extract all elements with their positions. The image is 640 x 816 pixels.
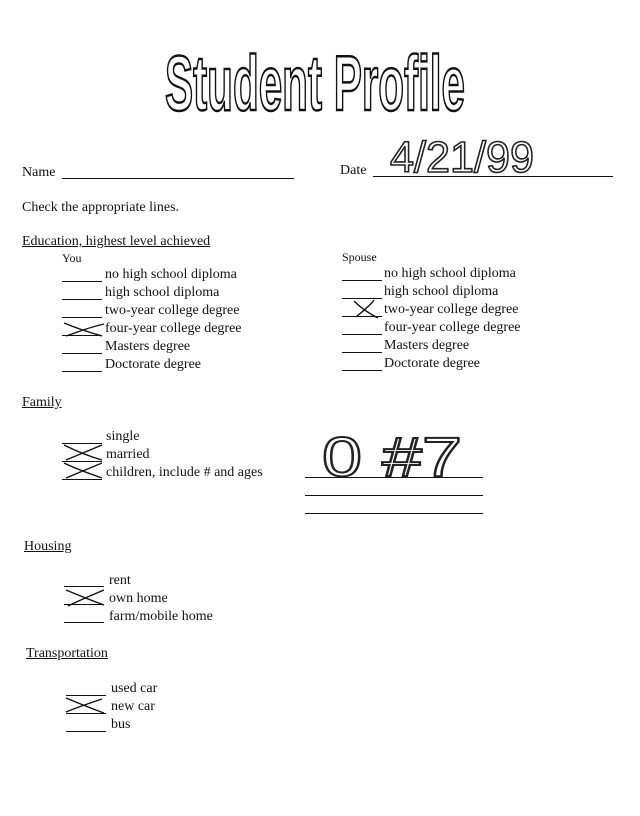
name-line[interactable]: [62, 178, 294, 179]
you-option-1: no high school diploma: [105, 267, 237, 282]
transportation-blank-3[interactable]: [66, 731, 106, 732]
you-option-6: Doctorate degree: [105, 357, 201, 372]
transportation-blank-2[interactable]: [66, 713, 106, 714]
housing-blank-3[interactable]: [64, 622, 104, 623]
instructions-text: Check the appropriate lines.: [22, 200, 180, 215]
housing-option-3: farm/mobile home: [109, 609, 213, 624]
you-blank-6[interactable]: [62, 371, 102, 372]
you-blank-4[interactable]: [62, 335, 102, 336]
date-label: Date: [340, 163, 367, 178]
you-option-5: Masters degree: [105, 339, 191, 354]
spouse-option-4: four-year college degree: [384, 320, 521, 335]
transportation-option-1: used car: [111, 681, 158, 696]
children-line-2[interactable]: [305, 495, 483, 496]
you-option-3: two-year college degree: [105, 303, 240, 318]
page-title: [150, 30, 480, 140]
transportation-option-2: new car: [111, 699, 155, 714]
transportation-heading: Transportation: [26, 646, 108, 661]
spouse-option-6: Doctorate degree: [384, 356, 480, 371]
page-title-text: Student Profile: [165, 39, 465, 127]
housing-heading: Housing: [24, 539, 72, 554]
family-option-2: married: [106, 447, 150, 462]
spouse-option-3: two-year college degree: [384, 302, 519, 317]
family-option-3: children, include # and ages: [106, 465, 263, 480]
date-value: 4/21/99: [390, 133, 534, 182]
you-label: You: [62, 251, 82, 265]
spouse-label: Spouse: [342, 250, 377, 264]
spouse-blank-6[interactable]: [342, 370, 382, 371]
family-blank-3[interactable]: [62, 479, 102, 480]
spouse-option-1: no high school diploma: [384, 266, 516, 281]
date-line[interactable]: [373, 176, 613, 177]
housing-check-mark: [62, 587, 108, 609]
family-check-marks: [60, 442, 106, 482]
spouse-blank-5[interactable]: [342, 352, 382, 353]
you-blank-5[interactable]: [62, 353, 102, 354]
you-blank-1[interactable]: [62, 281, 102, 282]
spouse-blank-4[interactable]: [342, 334, 382, 335]
housing-option-2: own home: [109, 591, 168, 606]
spouse-blank-2[interactable]: [342, 298, 382, 299]
spouse-option-5: Masters degree: [384, 338, 470, 353]
transportation-blank-1[interactable]: [66, 695, 106, 696]
family-heading: Family: [22, 395, 62, 410]
you-option-4: four-year college degree: [105, 321, 242, 336]
children-handwriting: [318, 422, 478, 488]
spouse-blank-3[interactable]: [342, 316, 382, 317]
spouse-option-2: high school diploma: [384, 284, 499, 299]
you-option-2: high school diploma: [105, 285, 220, 300]
family-option-1: single: [106, 429, 140, 444]
you-blank-2[interactable]: [62, 299, 102, 300]
you-blank-3[interactable]: [62, 317, 102, 318]
transportation-option-3: bus: [111, 717, 131, 732]
name-label: Name: [22, 165, 56, 180]
children-line-3[interactable]: [305, 513, 483, 514]
family-blank-2[interactable]: [62, 461, 102, 462]
education-heading: Education, highest level achieved: [22, 234, 211, 249]
spouse-blank-1[interactable]: [342, 280, 382, 281]
children-note: 0 #7: [322, 425, 462, 488]
housing-option-1: rent: [109, 573, 131, 588]
family-blank-1[interactable]: [62, 443, 102, 444]
housing-blank-1[interactable]: [64, 586, 104, 587]
children-line-1[interactable]: [305, 477, 483, 478]
housing-blank-2[interactable]: [64, 604, 104, 605]
